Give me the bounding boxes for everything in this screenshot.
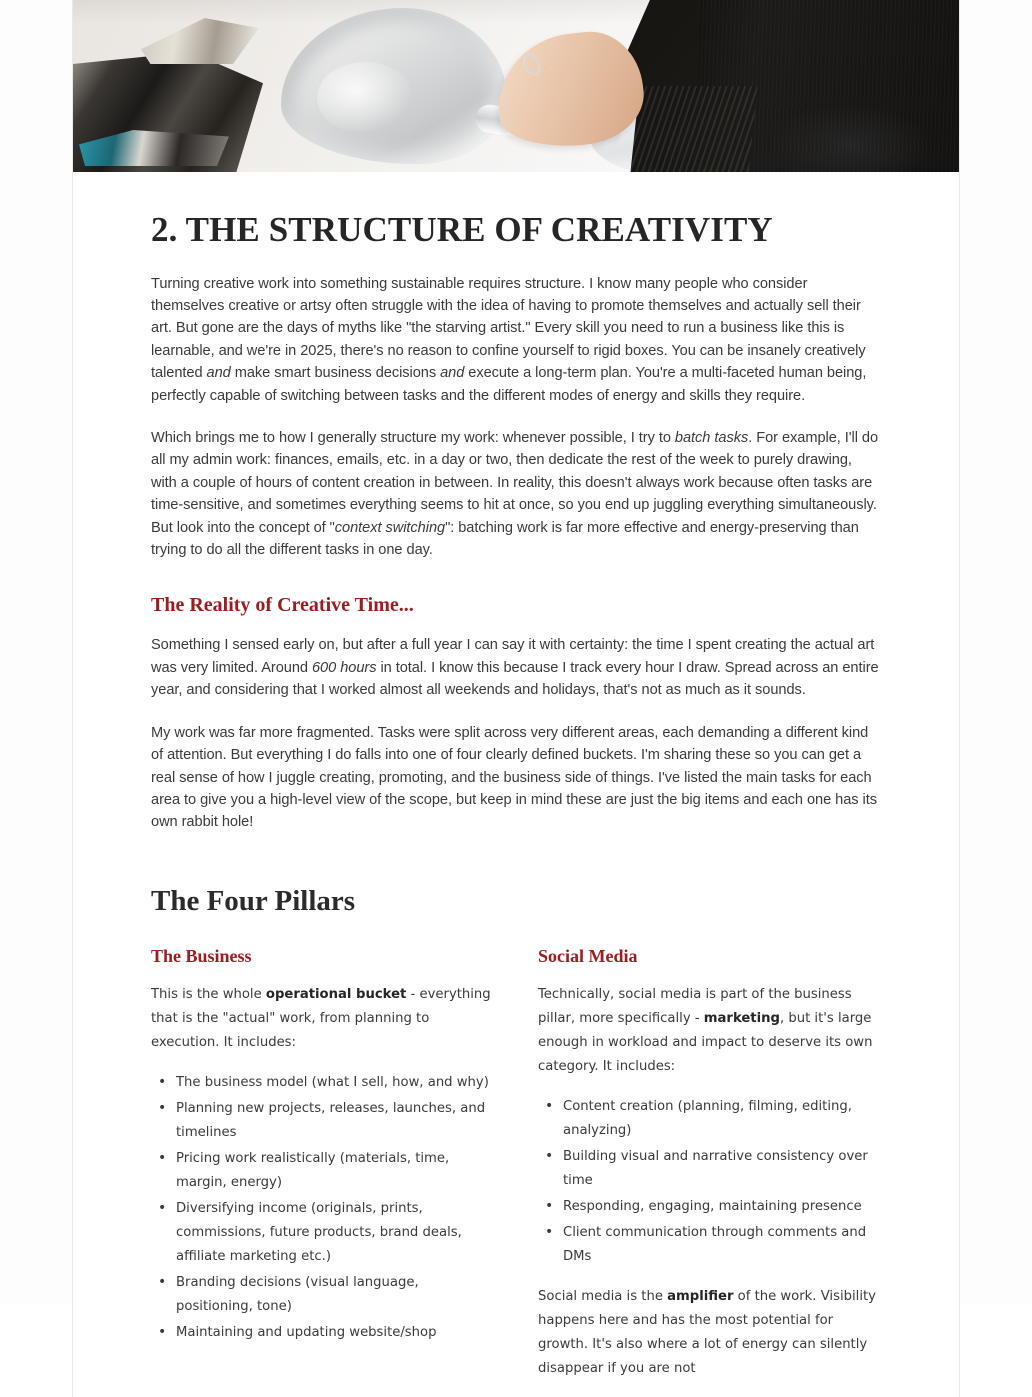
page-title: 2. THE STRUCTURE OF CREATIVITY bbox=[151, 210, 773, 249]
pillar-heading-social-media: Social Media bbox=[538, 945, 638, 966]
paragraph-intro bbox=[151, 273, 881, 407]
list-item: • The business model (what I sell, how, and why) bbox=[151, 1071, 494, 1095]
sweater-cuff-shape bbox=[630, 86, 757, 172]
pillar-intro-social-media bbox=[538, 983, 881, 1079]
list-item: • Building visual and narrative consistency over time bbox=[538, 1145, 881, 1193]
list-item: • Responding, engaging, maintaining presence bbox=[538, 1195, 881, 1219]
paragraph-hours-em-1: 600 hours bbox=[311, 659, 377, 676]
paragraph-intro-em-1: and bbox=[206, 365, 231, 382]
paragraph-batching-part-c: ": batching work is far more effective and energy-preserving than trying to do all the different tasks in one day. bbox=[151, 519, 859, 559]
pillar-heading-business: The Business bbox=[151, 945, 252, 966]
list-item: • Branding decisions (visual language, positioning, tone) bbox=[151, 1271, 494, 1319]
paragraph-fragmented: My work was far more fragmented. Tasks were split across very different areas, each demanding a different kind of attention. But everything I do falls into one of four clearly defined buckets. I'm sharing these so you can get a real sense of how I juggle creating, promoting, and the business side of things. I've listed the main tasks for each area to give you a high-level view of the scope, but keep in mind these are just the big items and each one has its own rabbit hole! bbox=[151, 724, 877, 831]
paragraph-batching-em-1: batch tasks bbox=[674, 430, 749, 447]
pillar-outro-social-media bbox=[538, 1285, 881, 1381]
pillars-grid bbox=[151, 945, 881, 1397]
paragraph-intro-part-b: make smart business decisions bbox=[230, 365, 441, 382]
pillar-list-social-media bbox=[538, 1095, 881, 1269]
pillar-column-business bbox=[151, 945, 494, 1362]
pillar-intro-social-strong: marketing bbox=[703, 1011, 780, 1027]
pillar-intro-social-part-b: , but it's large enough in workload and impact to deserve its own category. It includes: bbox=[538, 1011, 873, 1075]
pillar-intro-business bbox=[151, 983, 494, 1055]
list-item: • Content creation (planning, filming, editing, analyzing) bbox=[538, 1095, 881, 1143]
paragraph-batching bbox=[151, 427, 881, 561]
pillar-outro-social-part-b: of the work. Visibility happens here and has the most potential for growth. It's also where a lot of energy can silently disappear if you are not bbox=[538, 1289, 876, 1377]
pillar-outro-social-part-a: Social media is the bbox=[538, 1289, 668, 1305]
section-heading-four-pillars: The Four Pillars bbox=[151, 884, 356, 917]
paragraph-batching-part-a: Which brings me to how I generally structure my work: whenever possible, I try to bbox=[151, 430, 675, 447]
pillar-intro-business-part-a: This is the whole bbox=[151, 987, 266, 1003]
list-item: • Planning new projects, releases, launches, and timelines bbox=[151, 1097, 494, 1145]
pillar-column-social-media bbox=[538, 945, 881, 1397]
paragraph-intro-part-c: execute a long-term plan. You're a multi-faceted human being, perfectly capable of switching between tasks and the different modes of energy and skills they require. bbox=[151, 365, 867, 404]
paragraph-batching-em-2: context switching bbox=[334, 519, 446, 536]
paragraph-intro-em-2: and bbox=[440, 365, 465, 382]
list-item: • Diversifying income (originals, prints, commissions, future products, brand deals, affiliate marketing etc.) bbox=[151, 1197, 494, 1269]
pillar-intro-business-strong: operational bucket bbox=[265, 987, 407, 1003]
list-item: • Client communication through comments and DMs bbox=[538, 1221, 881, 1269]
subheading-reality-of-creative-time: The Reality of Creative Time... bbox=[151, 594, 414, 617]
article-body bbox=[73, 210, 959, 1397]
paragraph-hours-part-a: Something I sensed early on, but after a full year I can say it with certainty: the time I spent creating the actual art was very limited. Around bbox=[151, 637, 875, 676]
paragraph-hours-part-b: in total. I know this because I track every hour I draw. Spread across an entire year, and considering that I worked almost all weekends and holidays, that's not as much as it sounds. bbox=[151, 659, 879, 699]
list-item: • Pricing work realistically (materials, time, margin, energy) bbox=[151, 1147, 494, 1195]
paragraph-batching-part-b: . For example, I'll do all my admin work: finances, emails, etc. in a day or two, then dedicate the rest of the week to purely drawing, with a couple of hours of content creation in between. In reality, this doesn't always work because often tasks are time-sensitive, and sometimes everything seems to hit at once, so you end up juggling everything simultaneously. But look into the concept of " bbox=[151, 430, 879, 536]
pillar-intro-social-part-a: Technically, social media is part of the business pillar, more specifically - bbox=[538, 987, 852, 1027]
content-panel bbox=[72, 0, 960, 1397]
paragraph-hours bbox=[151, 634, 881, 701]
paragraph-intro-part-a: Turning creative work into something sustainable requires structure. I know many people who consider themselves creative or artsy often struggle with the idea of having to promote themselves and actually sell their art. But gone are the days of myths like "the starving artist." Every skill you need to run a business like this is learnable, and we're in 2025, there's no reason to confine yourself to rigid boxes. You can be insanely creatively talented bbox=[151, 275, 866, 382]
pillar-outro-social-strong: amplifier bbox=[667, 1289, 734, 1305]
hero-image bbox=[73, 0, 959, 172]
list-item: • Maintaining and updating website/shop bbox=[151, 1321, 494, 1345]
pillar-intro-business-part-b: - everything that is the "actual" work, from planning to execution. It includes: bbox=[151, 987, 491, 1051]
